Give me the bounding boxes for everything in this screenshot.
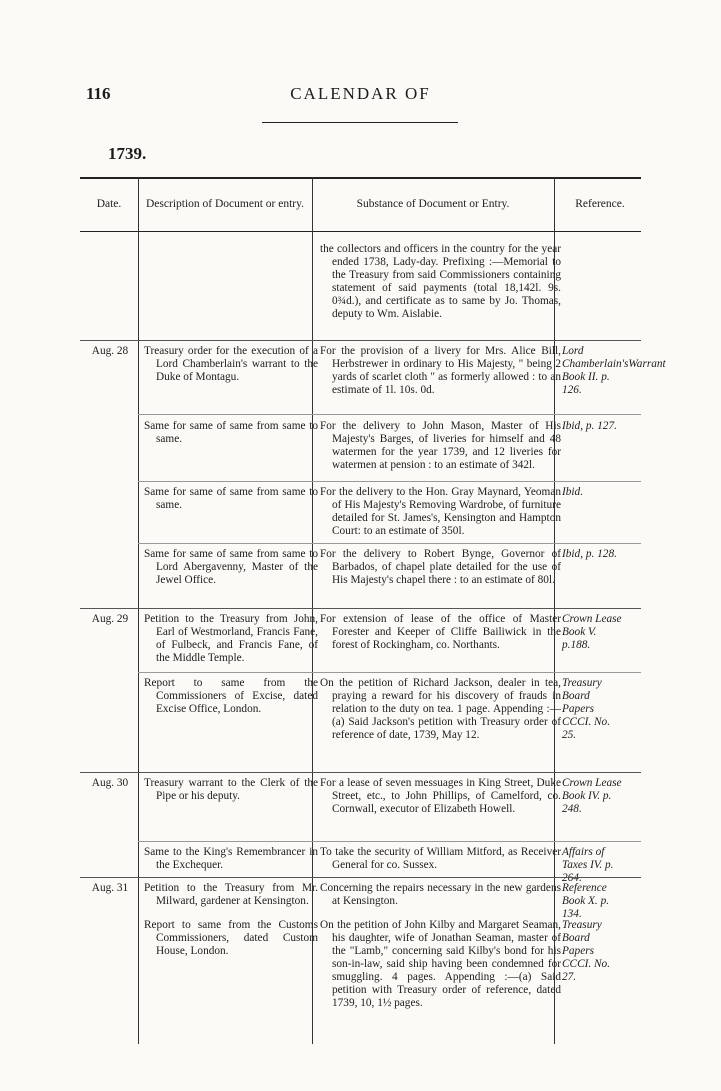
- column-divider: [312, 177, 313, 1044]
- header-bottom-rule: [80, 231, 641, 232]
- title-rule: [262, 122, 458, 123]
- entry-description: Same to the King's Remembrancer in the Exchequer.: [144, 846, 318, 871]
- entry-substance: For the delivery to the Hon. Gray Maynard, Yeoman of His Majesty's Removing Wardrobe, of furniture detailed for St. James's, Kensington and Hampton Court: to an estimate of 350l.: [320, 486, 561, 537]
- entry-reference: Ibid.: [562, 486, 584, 498]
- entry-description: Treasury warrant to the Clerk of the Pipe or his deputy.: [144, 777, 318, 802]
- entry-date: Aug. 29: [91, 613, 129, 625]
- group-separator: [80, 608, 641, 609]
- group-separator: [80, 877, 641, 878]
- page-header: [0, 0, 721, 163]
- year-heading: 1739.: [108, 144, 147, 163]
- entry-reference: Ibid, p. 127.: [562, 420, 617, 432]
- entry-substance: On the petition of John Kilby and Margaret Seaman, his daughter, wife of Jonathan Seaman, master of the "Lamb," concerning said Kilby's bond for his son-in-law, said ship having been condemned for smuggling. 4 pages. Appending :—(a) Said petition with Treasury order of reference, dated 1739, 10, 1½ pages.: [320, 919, 561, 1009]
- entry-reference: Crown Lease Book IV. p. 248.: [562, 777, 622, 815]
- header-description: Description of Document or entry.: [146, 197, 304, 210]
- header-substance: Substance of Document or Entry.: [356, 197, 510, 210]
- entry-date: Aug. 28: [91, 345, 129, 357]
- entry-reference: Crown Lease Book V. p.188.: [562, 613, 622, 651]
- entry-reference: Lord Chamberlain'sWarrant Book II. p. 126.: [562, 345, 666, 396]
- entry-reference: Reference Book X. p. 134.: [562, 882, 610, 920]
- entry-substance: To take the security of William Mitford, as Receiver General for co. Sussex.: [320, 846, 561, 871]
- entry-description: Treasury order for the execution of a Lord Chamberlain's warrant to the Duke of Montagu.: [144, 345, 318, 383]
- entry-separator: [138, 481, 641, 482]
- entry-substance: the collectors and officers in the country for the year ended 1738, Lady-day. Prefixing :—Memorial to the Treasury from said Commissioners containing statement of said payments (total 18,142l. 9s. 0¾d.), and certificate as to same by Jo. Thomas, deputy to Wm. Aislabie.: [320, 243, 561, 320]
- entry-date: Aug. 31: [91, 882, 129, 894]
- entry-reference: Treasury Board Papers CCCI. No. 27.: [562, 919, 611, 983]
- running-title: CALENDAR OF: [290, 84, 431, 103]
- entry-separator: [138, 543, 641, 544]
- entry-reference: Ibid, p. 128.: [562, 548, 617, 560]
- entry-substance: On the petition of Richard Jackson, dealer in tea, praying a reward for his discovery of frauds in relation to the duty on tea. 1 page. Appending :—(a) Said Jackson's petition with Treasury order of reference of date, 1739, May 12.: [320, 677, 561, 741]
- header-date: Date.: [96, 197, 122, 210]
- entry-date: Aug. 30: [91, 777, 129, 789]
- entry-substance: For the delivery to John Mason, Master of His Majesty's Barges, of liveries for himself and 48 watermen for the year 1739, and 12 liveries for watermen at pension : to an estimate of 342l.: [320, 420, 561, 471]
- entry-reference: Treasury Board Papers CCCI. No. 25.: [562, 677, 611, 741]
- entry-substance: For the delivery to Robert Bynge, Governor of Barbados, of chapel plate detailed for the use of His Majesty's chapel there : to an estimate of 80l.: [320, 548, 561, 586]
- entry-description: Petition to the Treasury from John, Earl of Westmorland, Francis Fane, of Fulbeck, and Francis Fane, of the Middle Temple.: [144, 613, 318, 664]
- entry-reference: Affairs of Taxes IV. p. 264.: [562, 846, 614, 884]
- entry-description: Same for same of same from same to same.: [144, 486, 318, 511]
- entry-description: Same for same of same from same to Lord Abergavenny, Master of the Jewel Office.: [144, 548, 318, 586]
- entry-substance: For extension of lease of the office of Master Forester and Keeper of Cliffe Bailiwick in the forest of Rockingham, co. Northants.: [320, 613, 561, 651]
- entry-substance: For a lease of seven messuages in King Street, Duke Street, etc., to John Phillips, of Camelford, co. Cornwall, executor of Elizabeth Howell.: [320, 777, 561, 815]
- entry-separator: [138, 672, 641, 673]
- page-number: 116: [86, 84, 111, 103]
- column-divider: [138, 177, 139, 1044]
- entry-substance: For the provision of a livery for Mrs. Alice Bill, Herbstrewer in ordinary to His Majesty, " being 2 yards of scarlet cloth " as formerly allowed : to an estimate of 1l. 10s. 0d.: [320, 345, 561, 396]
- header-reference: Reference.: [575, 197, 625, 210]
- entry-description: Same for same of same from same to same.: [144, 420, 318, 445]
- entry-description: Report to same from the Commissioners of Excise, dated Excise Office, London.: [144, 677, 318, 715]
- entry-substance: Concerning the repairs necessary in the new gardens at Kensington.: [320, 882, 561, 907]
- entry-description: Petition to the Treasury from Mr. Milward, gardener at Kensington.: [144, 882, 318, 907]
- group-separator: [80, 772, 641, 773]
- entry-separator: [138, 414, 641, 415]
- group-separator: [80, 340, 641, 341]
- entry-description: Report to same from the Customs Commissioners, dated Custom House, London.: [144, 919, 318, 957]
- entry-separator: [138, 841, 641, 842]
